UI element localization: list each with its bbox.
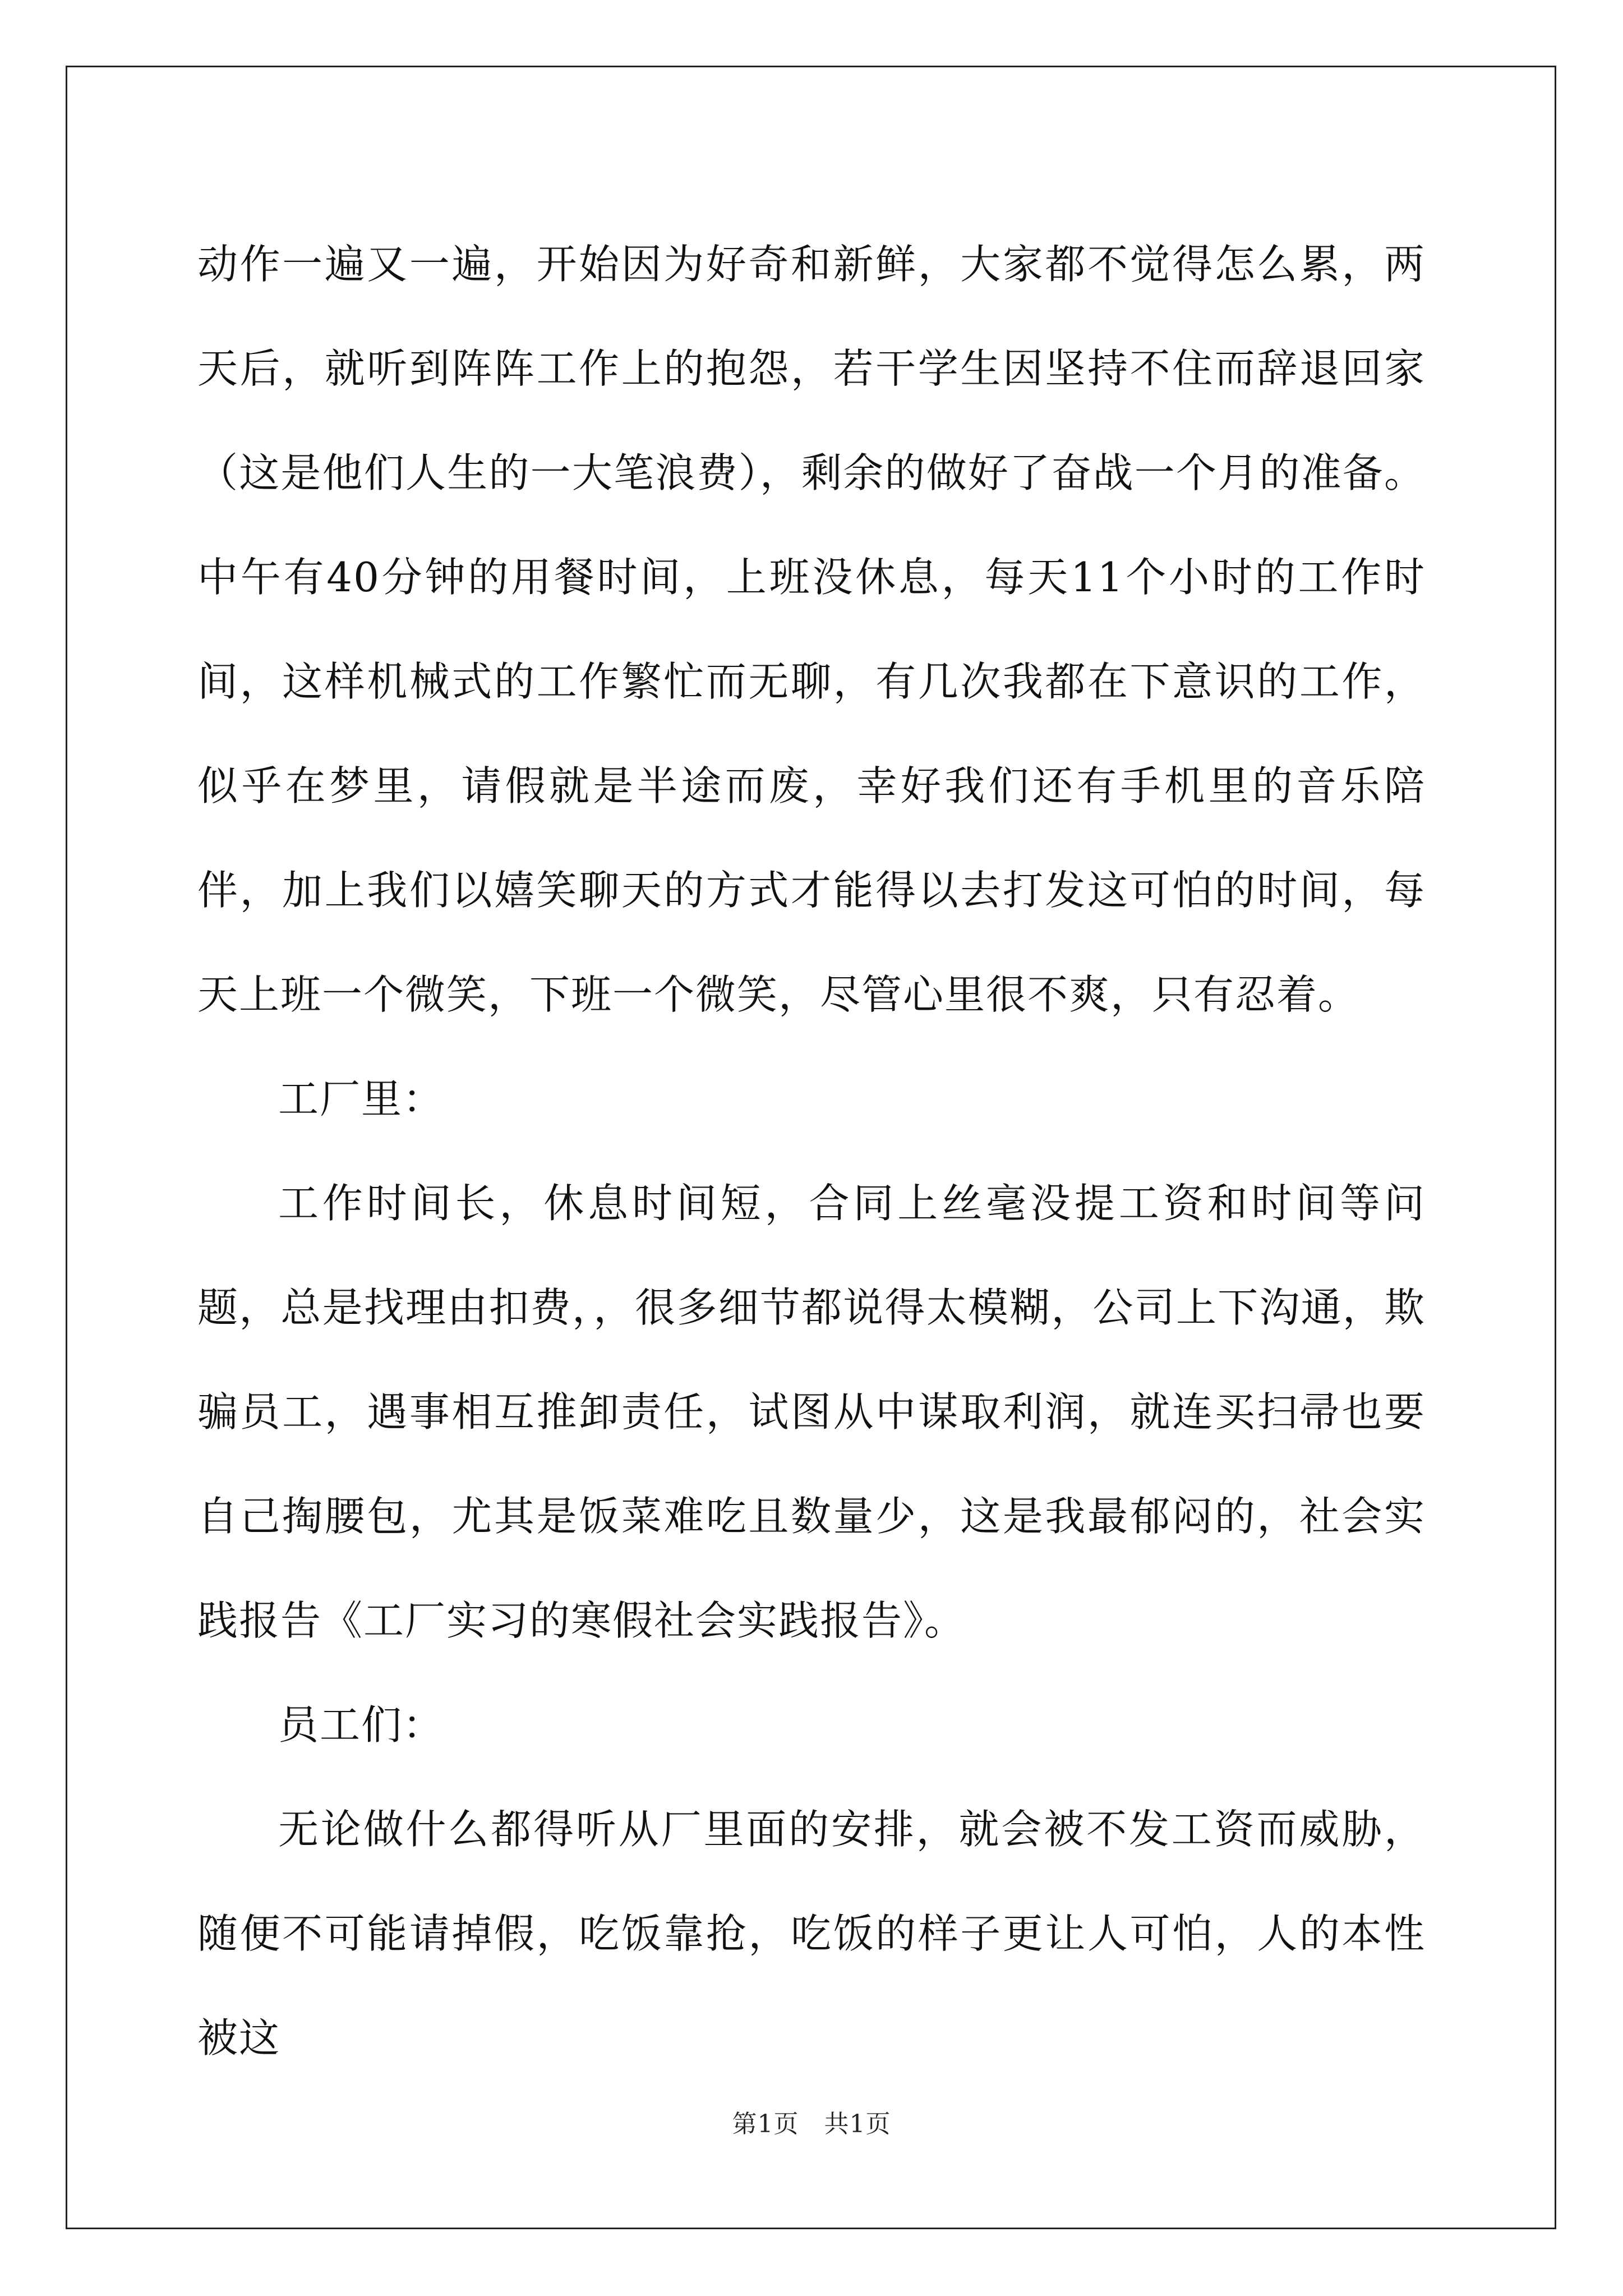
page-footer: 第1页 共1页 — [732, 2110, 891, 2138]
paragraph-employees: 无论做什么都得听从厂里面的安排，就会被不发工资而威胁，随便不可能请掉假，吃饭靠抢，吃饭的样子更让人可怕，人的本性被这 — [197, 1806, 1426, 2062]
heading-factory: 工厂里： — [278, 1075, 445, 1122]
paragraph-factory: 工作时间长，休息时间短，合同上丝毫没提工资和时间等问题，总是找理由扣费，，很多细节都说得太模糊，公司上下沟通，欺骗员工，遇事相互推卸责任，试图从中谋取利润，就连买扫帚也要自己掏腰包，尤其是饭菜难吃且数量少，这是我最郁闷的，社会实践报告《工厂实习的寒假社会实践报告》。 — [197, 1180, 1426, 1644]
document-body — [197, 212, 1426, 2090]
paragraph-work-routine: 动作一遍又一遍，开始因为好奇和新鲜，大家都不觉得怎么累，两天后，就听到阵阵工作上的抱怨，若干学生因坚持不住而辞退回家（这是他们人生的一大笔浪费），剩余的做好了奋战一个月的准备。中午有40分钟的用餐时间，上班没休息，每天11个小时的工作时间，这样机械式的工作繁忙而无聊，有几次我都在下意识的工作，似乎在梦里，请假就是半途而废，幸好我们还有手机里的音乐陪伴，加上我们以嬉笑聊天的方式才能得以去打发这可怕的时间，每天上班一个微笑，下班一个微笑，尽管心里很不爽，只有忍着。 — [197, 241, 1426, 1018]
heading-employees: 员工们： — [278, 1701, 445, 1749]
